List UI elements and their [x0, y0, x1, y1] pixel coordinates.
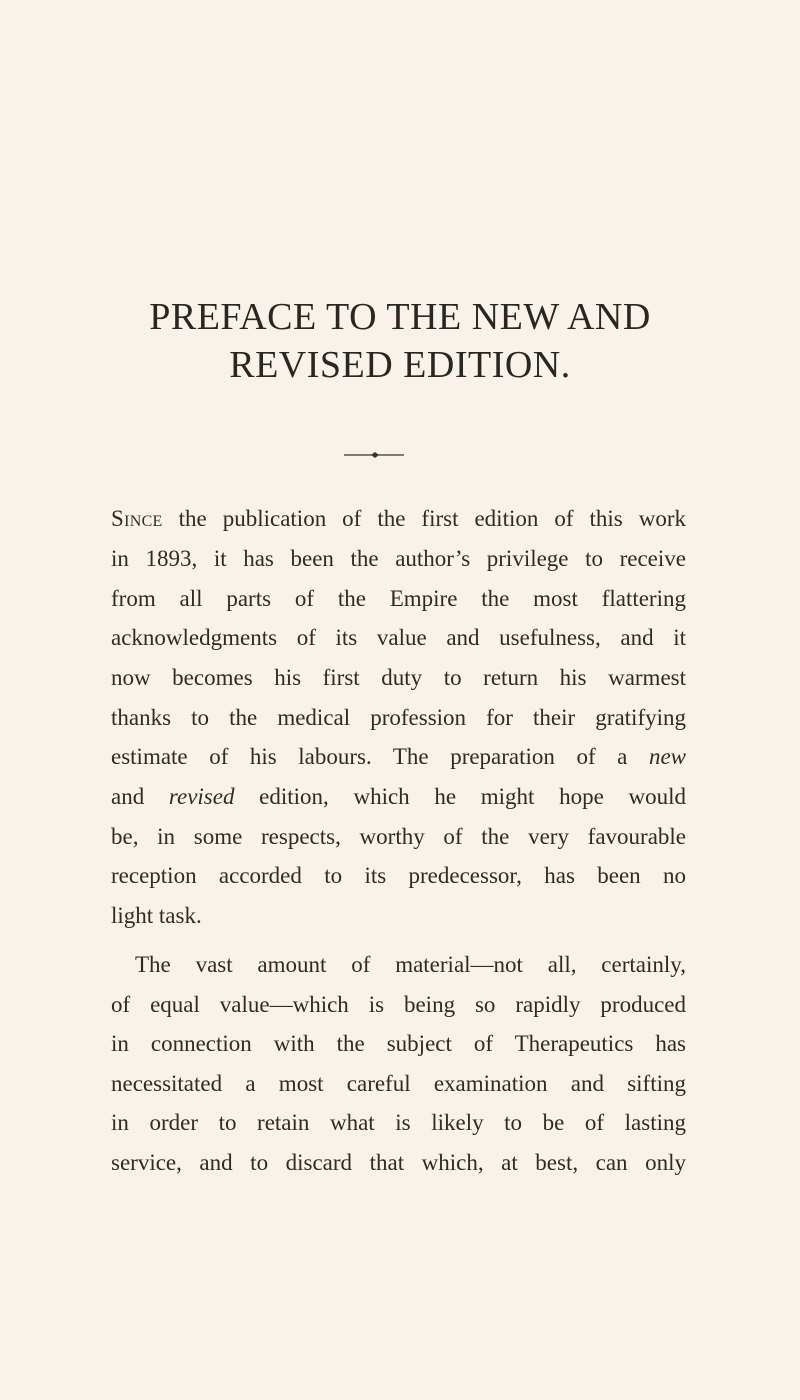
paragraph-1-line-8-text-b: edition, which he might hope would [234, 784, 686, 809]
italic-word-new: new [648, 744, 686, 769]
ornament-divider [344, 451, 404, 459]
paragraph-1-line-3: from all parts of the Empire the most flattering [111, 586, 686, 611]
paragraph-2-line-5: in order to retain what is likely to be of lasting [111, 1110, 686, 1135]
preface-title-line-2: REVISED EDITION. [229, 344, 571, 386]
paragraph-1-line-11: light task. [111, 903, 202, 928]
dropcap-word: Since [111, 506, 163, 531]
paragraph-1-line-1-text: the publication of the first edition of this work [162, 506, 686, 531]
paragraph-1-line-6: thanks to the medical profession for their gratifying [111, 705, 686, 730]
paragraph-1-line-8 [111, 783, 686, 811]
paragraph-1-line-2: in 1893, it has been the author’s privilege to receive [111, 546, 686, 571]
paragraph-1-line-1 [111, 505, 686, 533]
paragraph-2-line-3: in connection with the subject of Therapeutics has [111, 1031, 686, 1056]
paragraph-2-line-1: The vast amount of material—not all, certainly, [135, 952, 686, 977]
paragraph-1-line-4: acknowledgments of its value and usefulness, and it [111, 625, 686, 650]
paragraph-1-line-7 [111, 743, 686, 771]
preface-title-line-1: PREFACE TO THE NEW AND [149, 296, 651, 338]
paragraph-1-line-10: reception accorded to its predecessor, has been no [111, 863, 686, 888]
paragraph-2-line-2: of equal value—which is being so rapidly produced [111, 992, 686, 1017]
paragraph-2-line-6: service, and to discard that which, at best, can only [111, 1150, 686, 1175]
paragraph-1-line-7-text: estimate of his labours. The preparation of a [111, 744, 649, 769]
italic-word-revised: revised [168, 784, 235, 809]
paragraph-1-line-8-text-a: and [111, 784, 169, 809]
paragraph-2-line-4: necessitated a most careful examination and sifting [111, 1071, 686, 1096]
paragraph-1-line-5: now becomes his first duty to return his warmest [111, 665, 686, 690]
paragraph-1-line-9: be, in some respects, worthy of the very favourable [111, 824, 686, 849]
